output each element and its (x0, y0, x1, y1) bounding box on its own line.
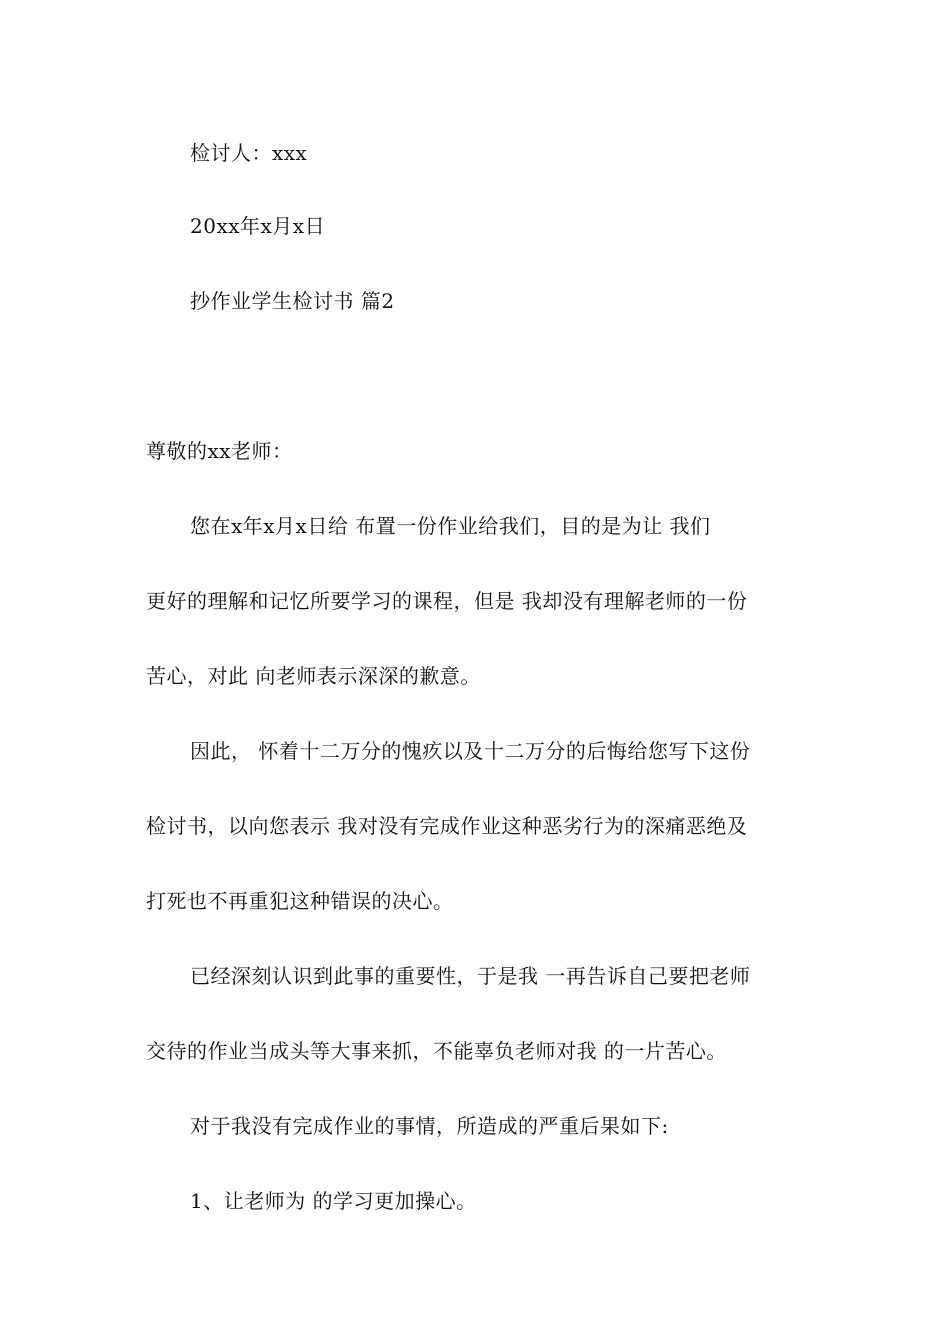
paragraph-line: 苦心，对此 向老师表示深深的歉意。 (146, 664, 481, 688)
paragraph-line: 因此， 怀着十二万分的愧疚以及十二万分的后悔给您写下这份 (190, 739, 751, 763)
signature-author: 检讨人：xxx (190, 141, 308, 165)
salutation: 尊敬的xx老师： (146, 439, 293, 463)
paragraph-line: 您在x年x月x日给 布置一份作业给我们，目的是为让 我们 (190, 514, 711, 538)
paragraph-line: 对于我没有完成作业的事情，所造成的严重后果如下: (190, 1114, 669, 1138)
paragraph-line: 打死也不再重犯这种错误的决心。 (146, 889, 454, 913)
signature-date: 20xx年x月x日 (190, 214, 326, 238)
paragraph-line: 已经深刻认识到此事的重要性，于是我 一再告诉自己要把老师 (190, 964, 751, 988)
paragraph-line: 交待的作业当成头等大事来抓，不能辜负老师对我 的一片苦心。 (146, 1039, 727, 1063)
paragraph-line: 检讨书，以向您表示 我对没有完成作业这种恶劣行为的深痛恶绝及 (146, 814, 748, 838)
list-item: 1、让老师为 的学习更加操心。 (190, 1189, 477, 1213)
section-heading: 抄作业学生检讨书 篇2 (190, 289, 395, 313)
paragraph-line: 更好的理解和记忆所要学习的课程，但是 我却没有理解老师的一份 (146, 589, 748, 613)
